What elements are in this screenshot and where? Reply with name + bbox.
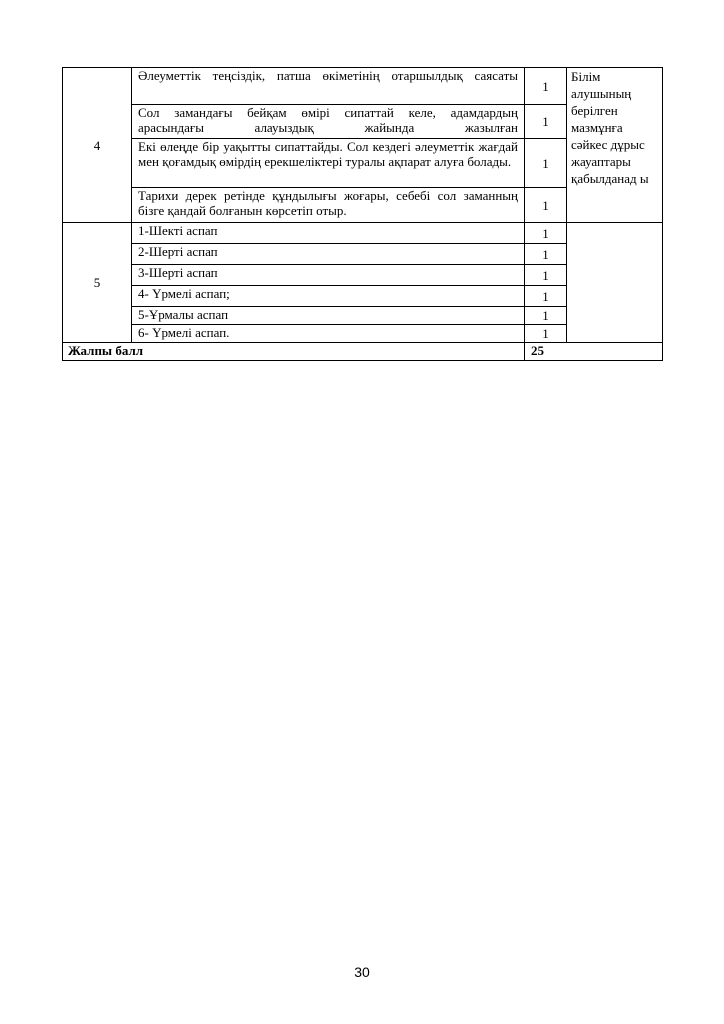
answer-text: 4- Үрмелі аспап; xyxy=(132,286,525,307)
total-row xyxy=(63,343,663,361)
scoring-table xyxy=(62,67,663,361)
question-number: 5 xyxy=(63,223,132,343)
total-value: 25 xyxy=(525,343,663,361)
table-row xyxy=(63,223,663,244)
answer-text: Әлеуметтік теңсіздік, патша өкіметінің отаршылдық саясаты xyxy=(132,68,525,105)
answer-text: 3-Шерті аспап xyxy=(132,265,525,286)
answer-text: 2-Шерті аспап xyxy=(132,244,525,265)
total-label: Жалпы балл xyxy=(63,343,525,361)
answer-points: 1 xyxy=(525,139,567,188)
grading-note-empty xyxy=(567,223,663,343)
answer-text: Екі өлеңде бір уақытты сипаттайды. Сол кездегі әлеуметтік жағдай мен қоғамдық өмірдің ерекшеліктері туралы ақпарат алуға болады. xyxy=(132,139,525,188)
page-number: 30 xyxy=(354,964,370,980)
answer-text: 5-Ұрмалы аспап xyxy=(132,307,525,325)
answer-points: 1 xyxy=(525,68,567,105)
answer-points: 1 xyxy=(525,223,567,244)
answer-points: 1 xyxy=(525,325,567,343)
answer-points: 1 xyxy=(525,265,567,286)
answer-points: 1 xyxy=(525,307,567,325)
answer-points: 1 xyxy=(525,105,567,139)
answer-text: 6- Үрмелі аспап. xyxy=(132,325,525,343)
table-row xyxy=(63,68,663,105)
answer-text: Сол замандағы бейқам өмірі сипаттай келе, адамдардың арасындағы алауыздық жайында жазылған xyxy=(132,105,525,139)
answer-points: 1 xyxy=(525,188,567,223)
answer-text: 1-Шекті аспап xyxy=(132,223,525,244)
answer-text: Тарихи дерек ретінде құндылығы жоғары, себебі сол заманның бізге қандай болғанын көрсетіп отыр. xyxy=(132,188,525,223)
answer-points: 1 xyxy=(525,286,567,307)
question-number: 4 xyxy=(63,68,132,223)
answer-points: 1 xyxy=(525,244,567,265)
grading-note: Білім алушының берілген мазмұнға сәйкес дұрыс жауаптары қабылданад ы xyxy=(567,68,663,223)
